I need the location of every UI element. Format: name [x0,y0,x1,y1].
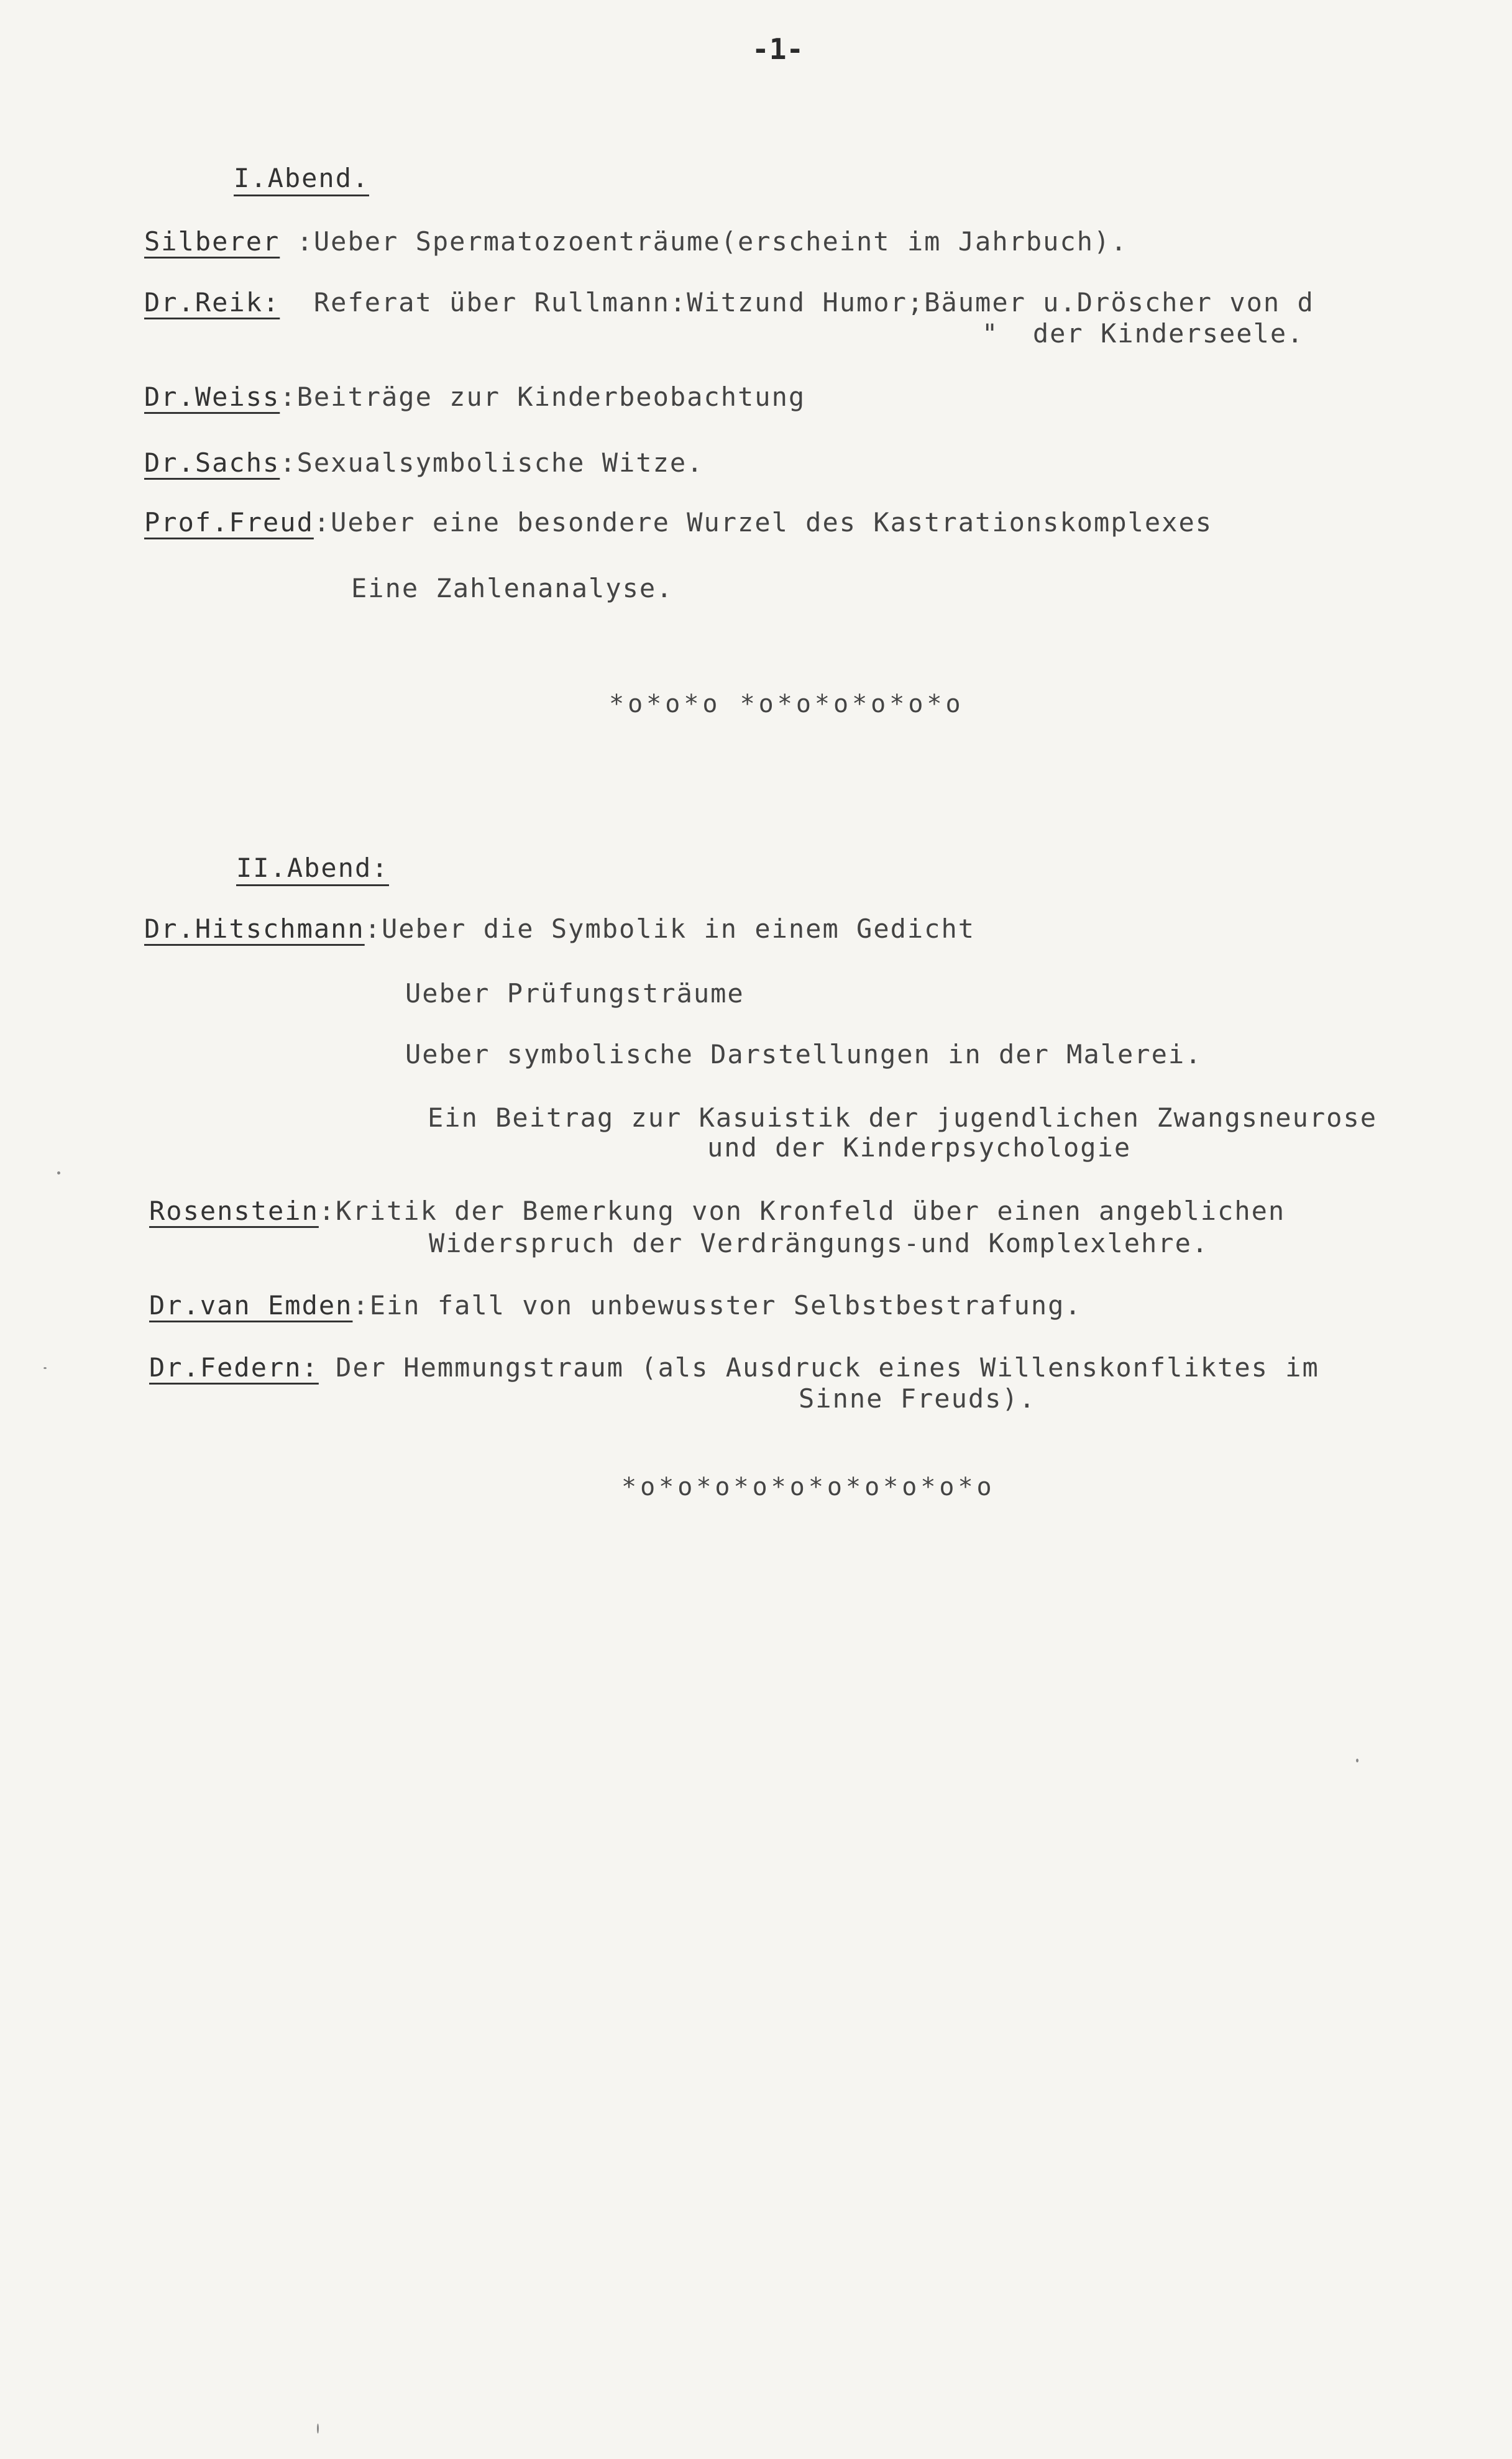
entry-rosenstein [149,1196,1285,1226]
entry-freud [144,507,1212,538]
entry-freud-cont: Eine Zahlenanalyse. [351,573,674,603]
entry-reik [144,287,1314,318]
entry-hitschmann [144,914,975,944]
entry-text: :Sexualsymbolische Witze. [280,447,704,478]
scan-speck [44,1367,47,1369]
speaker-name: Prof.Freud [144,507,314,538]
entry-weiss [144,382,805,412]
entry-text: :Ueber die Symbolik in einem Gedicht [364,914,976,944]
scan-speck [317,2424,319,2434]
entry-hitschmann-3: Ueber symbolische Darstellungen in der Malerei. [405,1039,1203,1069]
section1-divider: *o*o*o *o*o*o*o*o*o [609,690,964,718]
section2-divider: *o*o*o*o*o*o*o*o*o*o [621,1473,996,1501]
section1-heading: I.Abend. [234,163,369,196]
scan-speck [1356,1759,1359,1762]
entry-text: Der Hemmungstraum (als Ausdruck eines Willenskonfliktes im [318,1352,1319,1383]
entry-sachs [144,447,703,478]
entry-hitschmann-2: Ueber Prüfungsträume [405,978,745,1009]
entry-van-emden [149,1290,1082,1321]
entry-text: Referat über Rullmann:Witzund Humor;Bäumer u.Dröscher von d [280,287,1314,318]
entry-federn-cont: Sinne Freuds). [799,1383,1037,1414]
entry-text: :Ueber Spermatozoenträume(erscheint im Jahrbuch). [280,226,1128,257]
entry-text: :Beiträge zur Kinderbeobachtung [280,382,806,412]
entry-federn [149,1352,1319,1383]
speaker-name: Rosenstein [149,1196,319,1226]
speaker-name: Dr.Weiss [144,382,280,412]
entry-hitschmann-4: Ein Beitrag zur Kasuistik der jugendlichen Zwangsneurose [428,1102,1378,1133]
speaker-name: Dr.Hitschmann [144,914,365,944]
page-number: -1- [752,32,804,66]
speaker-name: Dr.Reik: [144,287,280,318]
scan-speck [57,1171,60,1175]
section2-heading: II.Abend: [236,853,389,886]
entry-silberer [144,226,1128,257]
entry-text: :Ein fall von unbewusster Selbstbestrafung. [352,1290,1082,1321]
speaker-name: Dr.van Emden [149,1290,353,1321]
entry-text: :Ueber eine besondere Wurzel des Kastrationskomplexes [313,507,1213,538]
entry-hitschmann-4-cont: und der Kinderpsychologie [707,1132,1132,1163]
entry-text: :Kritik der Bemerkung von Kronfeld über einen angeblichen [318,1196,1286,1226]
speaker-name: Dr.Sachs [144,447,280,478]
speaker-name: Silberer [144,226,280,257]
entry-reik-cont: " der Kinderseele. [982,318,1304,349]
entry-rosenstein-cont: Widerspruch der Verdrängungs-und Komplexlehre. [429,1228,1209,1258]
speaker-name: Dr.Federn: [149,1352,319,1383]
